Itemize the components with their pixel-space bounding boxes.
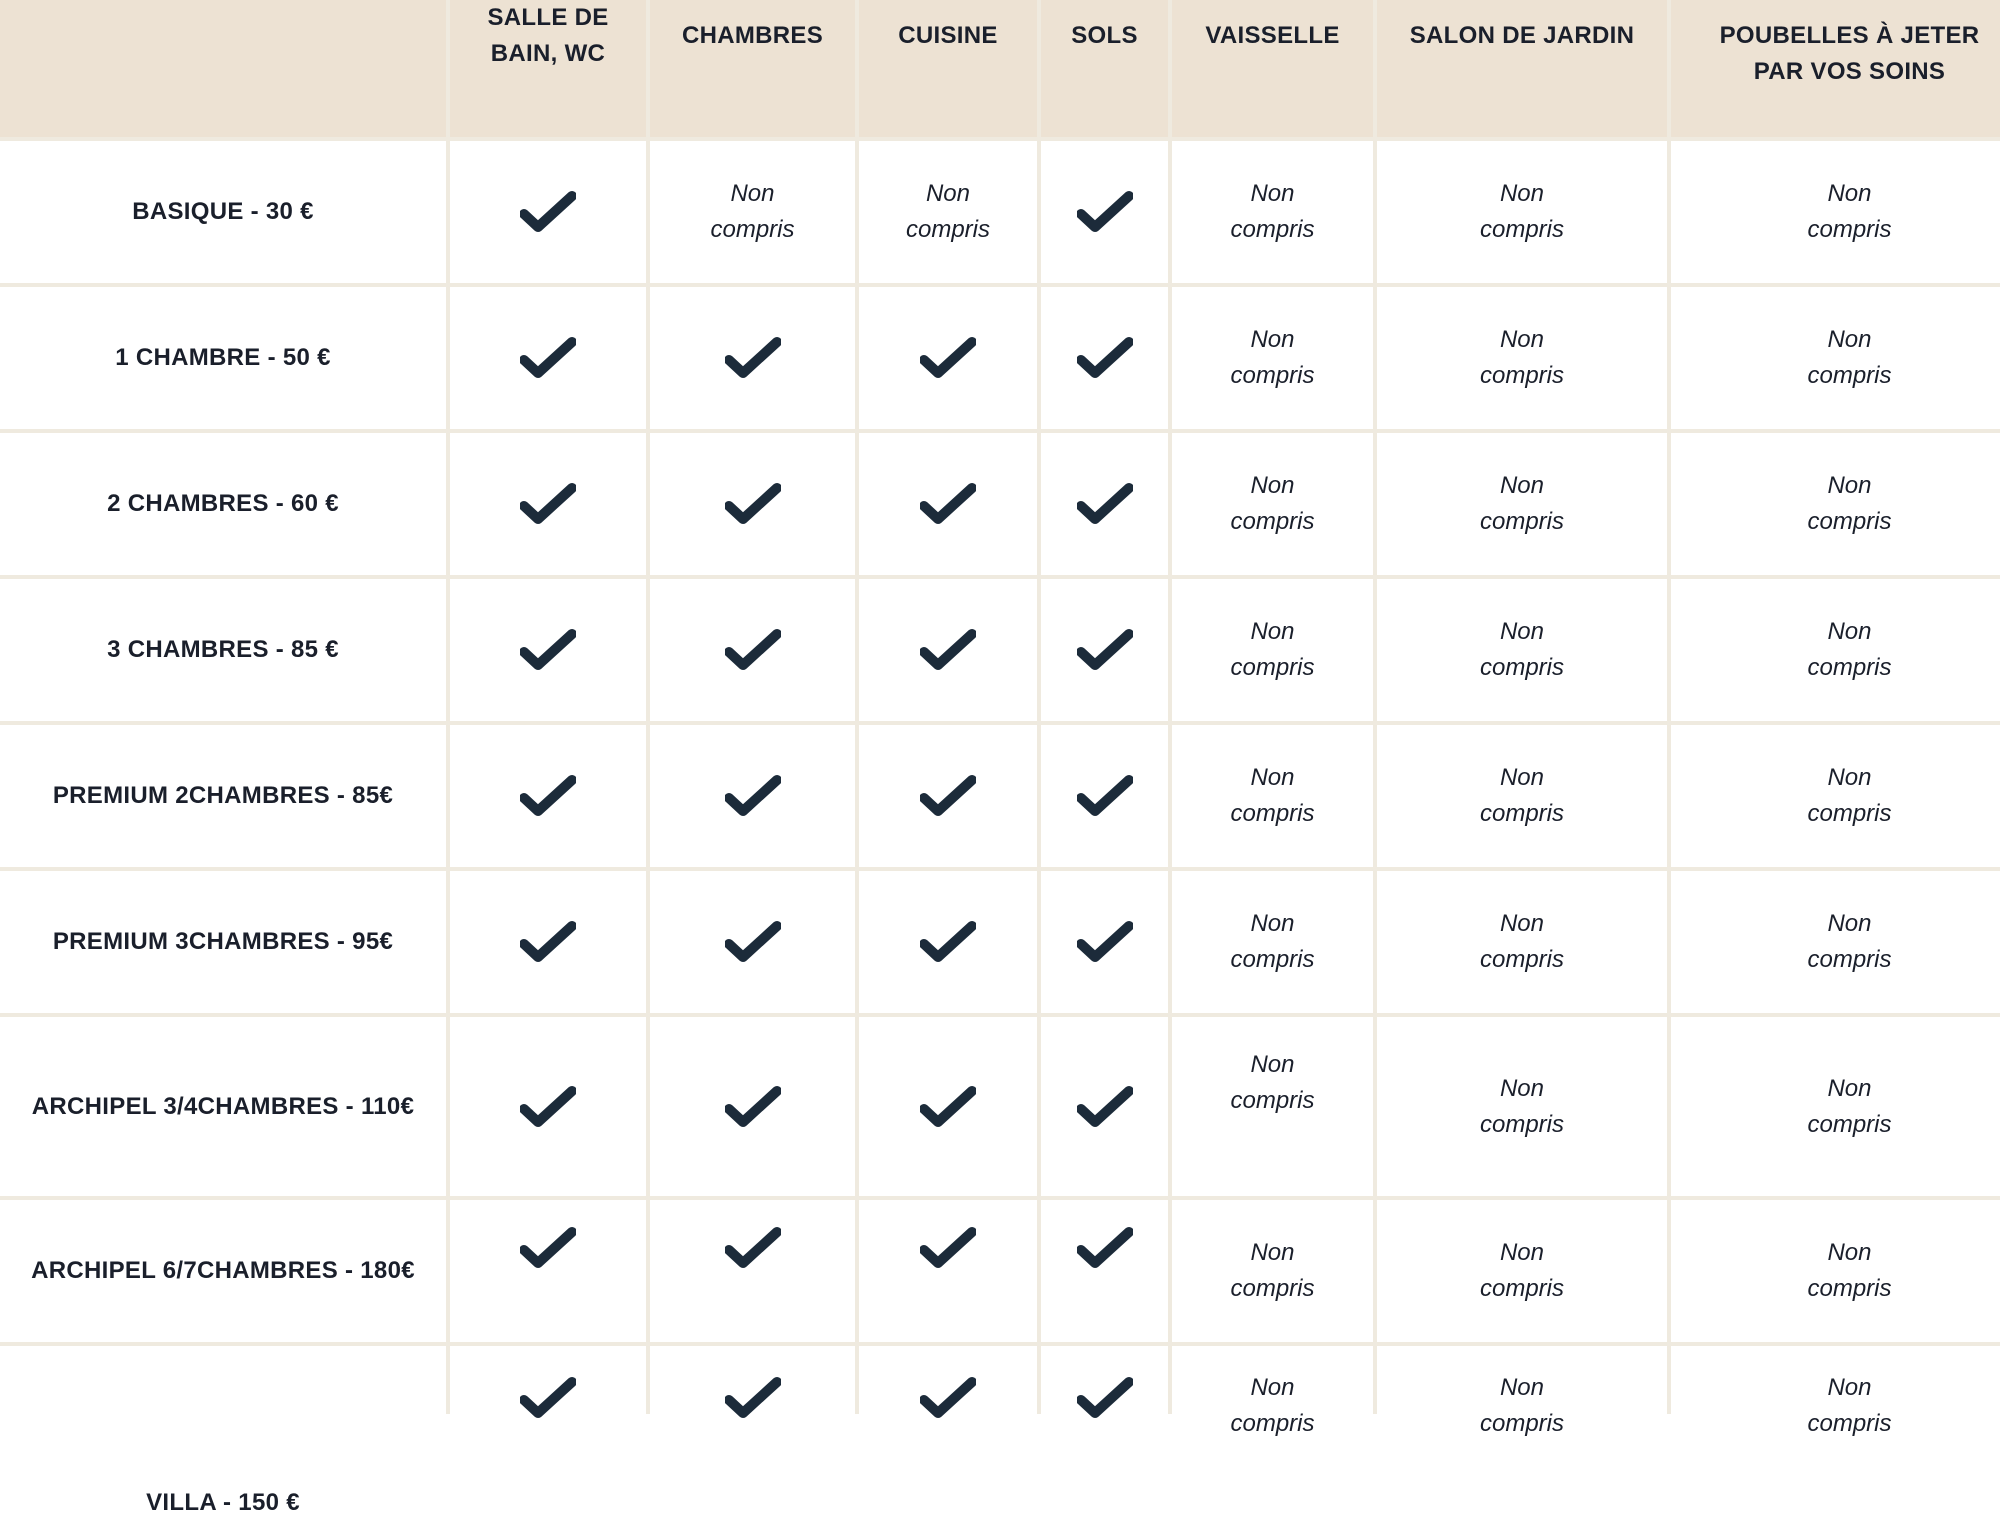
row-label: 3 CHAMBRES - 85 €: [0, 579, 446, 721]
column-header-kitchen: [859, 0, 1037, 137]
checkmark-icon: [450, 433, 646, 575]
checkmark-icon: [650, 1200, 855, 1342]
column-header-label: POUBELLES À JETER PAR VOS SOINS: [1719, 22, 1980, 85]
checkmark-icon: [650, 579, 855, 721]
checkmark-icon: [650, 287, 855, 429]
not-included-text: Non compris: [1172, 1346, 1373, 1525]
column-header-garden-furniture: [1377, 0, 1667, 137]
not-included-text: Non compris: [1377, 725, 1667, 867]
not-included-text: Non compris: [1671, 725, 2000, 867]
header-corner: [0, 0, 446, 137]
row-label: PREMIUM 2CHAMBRES - 85€: [0, 725, 446, 867]
not-included-text: Non compris: [1377, 579, 1667, 721]
not-included-text: Non compris: [1671, 1346, 2000, 1525]
not-included-text: Non compris: [859, 141, 1037, 283]
column-header-label: SALON DE JARDIN: [1409, 22, 1635, 49]
checkmark-icon: [1041, 871, 1168, 1013]
row-label: ARCHIPEL 3/4CHAMBRES - 110€: [0, 1017, 446, 1196]
row-label: ARCHIPEL 6/7CHAMBRES - 180€: [0, 1200, 446, 1342]
column-header-label: VAISSELLE: [1205, 22, 1340, 49]
column-header-dishes: [1172, 0, 1373, 137]
checkmark-icon: [650, 725, 855, 867]
column-header-floors: [1041, 0, 1168, 137]
checkmark-icon: [450, 1200, 646, 1342]
row-label: PREMIUM 3CHAMBRES - 95€: [0, 871, 446, 1013]
column-header-label: CUISINE: [898, 22, 998, 49]
checkmark-icon: [650, 1017, 855, 1196]
row-label: VILLA - 150 €: [0, 1346, 446, 1525]
checkmark-icon: [450, 1346, 646, 1525]
row-label: BASIQUE - 30 €: [0, 141, 446, 283]
checkmark-icon: [450, 725, 646, 867]
not-included-text: Non compris: [1172, 725, 1373, 867]
not-included-text: Non compris: [1172, 1017, 1373, 1196]
not-included-text: Non compris: [1377, 1346, 1667, 1525]
checkmark-icon: [859, 1346, 1037, 1525]
column-header-label: CHAMBRES: [681, 22, 824, 49]
not-included-text: Non compris: [1377, 1200, 1667, 1342]
not-included-text: Non compris: [1377, 871, 1667, 1013]
checkmark-icon: [1041, 141, 1168, 283]
not-included-text: Non compris: [1377, 141, 1667, 283]
checkmark-icon: [859, 725, 1037, 867]
not-included-text: Non compris: [1671, 141, 2000, 283]
checkmark-icon: [1041, 725, 1168, 867]
not-included-text: Non compris: [1172, 141, 1373, 283]
checkmark-icon: [650, 871, 855, 1013]
not-included-text: Non compris: [1671, 871, 2000, 1013]
checkmark-icon: [1041, 579, 1168, 721]
checkmark-icon: [859, 579, 1037, 721]
not-included-text: Non compris: [1671, 579, 2000, 721]
checkmark-icon: [1041, 1200, 1168, 1342]
not-included-text: Non compris: [1172, 579, 1373, 721]
column-header-label: SOLS: [1071, 22, 1138, 49]
checkmark-icon: [650, 1346, 855, 1525]
checkmark-icon: [650, 433, 855, 575]
not-included-text: Non compris: [650, 141, 855, 283]
column-header-bedrooms: [650, 0, 855, 137]
not-included-text: Non compris: [1172, 871, 1373, 1013]
column-header-label: SALLE DE BAIN, WC: [487, 4, 609, 67]
not-included-text: Non compris: [1172, 287, 1373, 429]
column-header-trash: [1671, 0, 2000, 137]
row-label: 1 CHAMBRE - 50 €: [0, 287, 446, 429]
not-included-text: Non compris: [1377, 433, 1667, 575]
checkmark-icon: [450, 1017, 646, 1196]
checkmark-icon: [450, 141, 646, 283]
checkmark-icon: [1041, 1017, 1168, 1196]
not-included-text: Non compris: [1671, 287, 2000, 429]
not-included-text: Non compris: [1671, 1200, 2000, 1342]
not-included-text: Non compris: [1172, 433, 1373, 575]
checkmark-icon: [450, 579, 646, 721]
checkmark-icon: [859, 1017, 1037, 1196]
not-included-text: Non compris: [1377, 1017, 1667, 1196]
checkmark-icon: [1041, 1346, 1168, 1525]
checkmark-icon: [859, 871, 1037, 1013]
checkmark-icon: [859, 433, 1037, 575]
not-included-text: Non compris: [1671, 433, 2000, 575]
not-included-text: Non compris: [1377, 287, 1667, 429]
not-included-text: Non compris: [1172, 1200, 1373, 1342]
checkmark-icon: [1041, 287, 1168, 429]
checkmark-icon: [859, 287, 1037, 429]
checkmark-icon: [450, 287, 646, 429]
checkmark-icon: [859, 1200, 1037, 1342]
row-label: 2 CHAMBRES - 60 €: [0, 433, 446, 575]
not-included-text: Non compris: [1671, 1017, 2000, 1196]
column-header-bathroom: [450, 0, 646, 137]
checkmark-icon: [1041, 433, 1168, 575]
checkmark-icon: [450, 871, 646, 1013]
